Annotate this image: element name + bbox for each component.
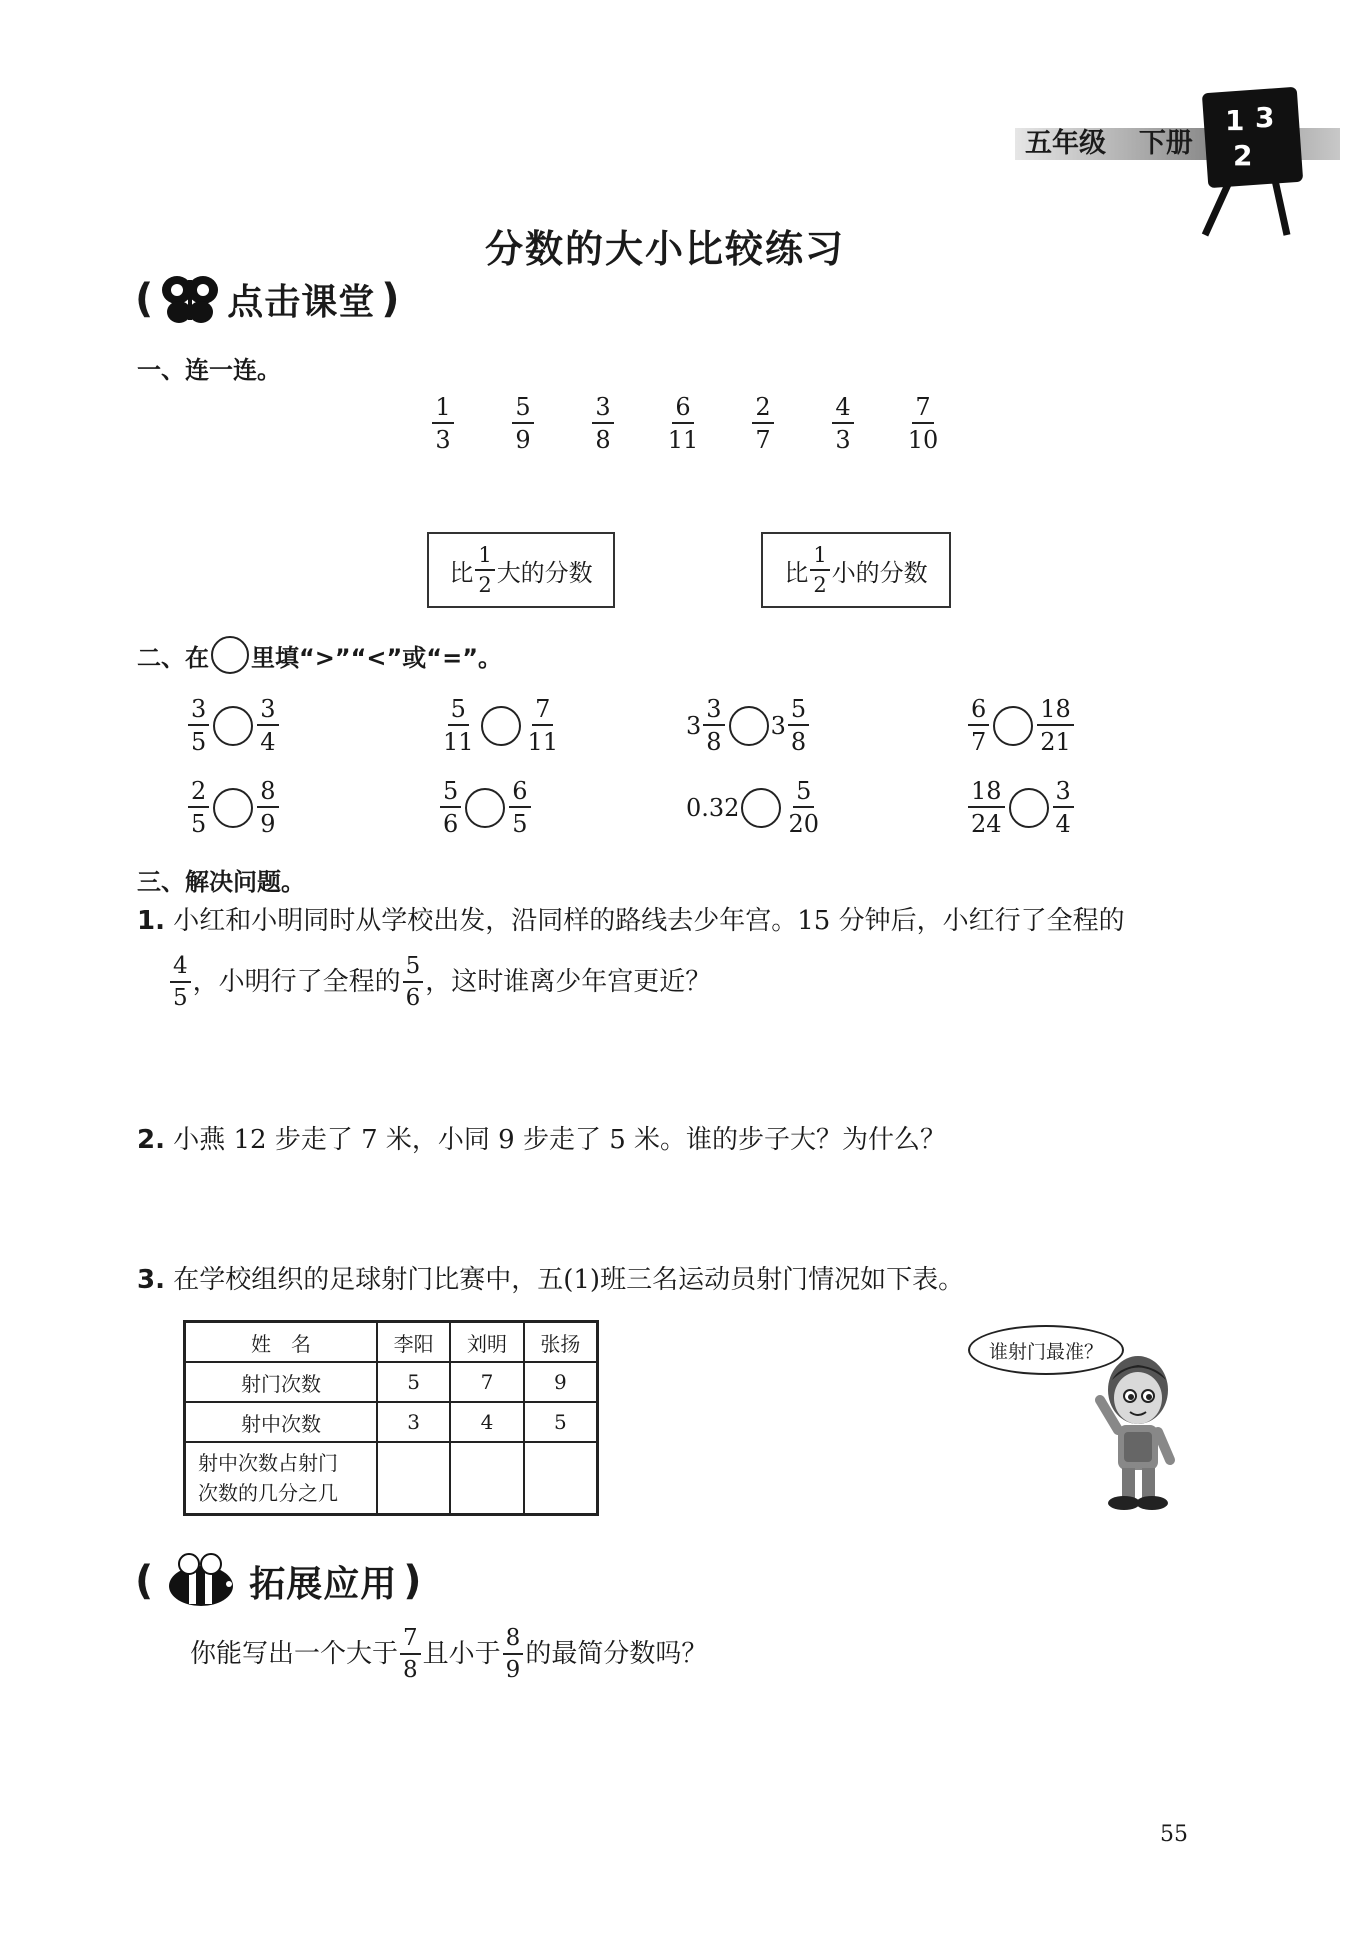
extend-fraction-b: $\frac{8}{9}$ [503,1627,524,1682]
compare-circle[interactable] [213,706,253,746]
question-3 [137,1265,964,1296]
table-cell: 射中次数 [185,1402,378,1442]
table-cell-label: 射中次数占射门 次数的几分之几 [185,1442,378,1515]
compare-item: 3 $\frac{3}{8}$ 3 $\frac{5}{8}$ [686,697,811,754]
fraction-item: $\frac{3}{8}$ [587,395,619,452]
compare-circle[interactable] [213,788,253,828]
question-3-text: 在学校组织的足球射门比赛中，五(1)班三名运动员射门情况如下表。 [173,1265,965,1295]
section-banner-extend [135,1552,422,1610]
part2-heading-post: 里填“>”“<”或“=”。 [251,643,502,672]
box-less-than-half [761,532,951,608]
grade-label [1025,128,1193,160]
badge-digit-3: 2 [1233,139,1253,172]
section-title-click-class: 点击课堂 [227,281,376,323]
box-greater-than-half [427,532,615,608]
table-cell: 9 [524,1362,598,1402]
box-right-fraction: $\frac{1}{2}$ [810,545,829,596]
table-header-cell: 姓 名 [185,1322,378,1363]
compare-item: 0.32 $\frac{5}{20}$ [686,777,819,838]
table-header-cell: 刘明 [450,1322,523,1363]
extend-fraction-a: $\frac{7}{8}$ [400,1627,421,1682]
fraction-item: $\frac{6}{11}$ [667,393,699,454]
extend-question [190,1627,707,1682]
extend-question-post: 的最简分数吗？ [525,1638,708,1669]
fraction-item: $\frac{4}{3}$ [827,395,859,452]
compare-item: $\frac{18}{24}$ $\frac{3}{4}$ [966,779,1076,836]
box-left-post: 大的分数 [496,558,593,587]
table-header-row [185,1322,598,1363]
question-1-fraction-a: $\frac{4}{5}$ [170,955,191,1010]
page-title: 分数的大小比较练习 [484,227,845,271]
compare-item: $\frac{5}{6}$ $\frac{6}{5}$ [438,779,533,836]
grade-text: 五年级 [1025,128,1106,159]
badge-digit-2: 3 [1255,101,1275,134]
fraction-item: $\frac{5}{9}$ [507,395,539,452]
page-number: 55 [1160,1822,1188,1847]
box-right-post: 小的分数 [831,558,928,587]
compare-circle[interactable] [993,706,1033,746]
table-cell: 5 [377,1362,450,1402]
fraction-item: $\frac{1}{3}$ [427,395,459,452]
fraction-row [425,395,941,452]
extend-question-mid: 且小于 [422,1638,501,1669]
box-left-pre: 比 [449,558,474,587]
question-2-text: 小燕 12 步走了 7 米，小同 9 步走了 5 米。谁的步子大？为什么？ [173,1125,947,1155]
table-header-cell: 张扬 [524,1322,598,1363]
fraction-item: $\frac{2}{7}$ [747,395,779,452]
part2-heading [137,636,502,674]
compare-item: $\frac{2}{5}$ $\frac{8}{9}$ [186,779,281,836]
compare-item: $\frac{6}{7}$ $\frac{18}{21}$ [966,697,1076,754]
part1-heading: 一、连一连。 [137,356,281,384]
table-cell: 5 [524,1402,598,1442]
question-1-mid: ，小明行了全程的 [192,966,401,997]
compare-circle[interactable] [481,706,521,746]
answer-cell[interactable] [377,1442,450,1515]
question-2 [137,1125,946,1156]
question-1-fraction-b: $\frac{5}{6}$ [403,955,424,1010]
table-cell: 7 [450,1362,523,1402]
extend-question-pre: 你能写出一个大于 [190,1638,399,1669]
speech-bubble-text: 谁射门最准？ [988,1340,1103,1363]
shooting-table [183,1320,599,1516]
part2-heading-pre: 二、在 [137,643,209,672]
section-banner-click-class [135,270,400,328]
circle-symbol [211,636,249,674]
section-title-extend: 拓展应用 [249,1563,398,1605]
table-row [185,1362,598,1402]
part3-heading: 三、解决问题。 [137,868,305,896]
answer-cell[interactable] [524,1442,598,1515]
badge-digit-1: 1 [1225,104,1245,137]
compare-circle[interactable] [729,706,769,746]
question-3-number: 3. [137,1265,165,1295]
banner-right-paren: ) [403,1558,422,1604]
banner-left-paren: ( [135,276,154,322]
table-cell: 射门次数 [185,1362,378,1402]
fraction-item: $\frac{7}{10}$ [907,393,939,454]
box-right-pre: 比 [784,558,809,587]
compare-circle[interactable] [1009,788,1049,828]
table-cell: 3 [377,1402,450,1442]
volume-text: 下册 [1138,128,1193,159]
question-2-number: 2. [137,1125,165,1155]
compare-item: $\frac{3}{5}$ $\frac{3}{4}$ [186,697,281,754]
question-1-end: ，这时谁离少年宫更近？ [425,966,712,997]
question-1-line1 [137,906,1237,937]
table-row-answer [185,1442,598,1515]
table-header-cell: 李阳 [377,1322,450,1363]
box-left-fraction: $\frac{1}{2}$ [475,545,494,596]
banner-left-paren: ( [135,1558,154,1604]
bee-icon [159,1552,243,1610]
boy-illustration-icon [1090,1350,1190,1515]
table-cell: 4 [450,1402,523,1442]
banner-right-paren: ) [381,276,400,322]
answer-cell[interactable] [450,1442,523,1515]
question-1-number: 1. [137,906,165,936]
table-row [185,1402,598,1442]
butterfly-icon [159,270,221,328]
question-1-line2 [168,955,711,1010]
compare-item: $\frac{5}{11}$ $\frac{7}{11}$ [443,695,559,756]
question-1-text: 小红和小明同时从学校出发，沿同样的路线去少年宫。15 分钟后，小红行了全程的 [173,906,1125,936]
compare-circle[interactable] [741,788,781,828]
compare-circle[interactable] [465,788,505,828]
